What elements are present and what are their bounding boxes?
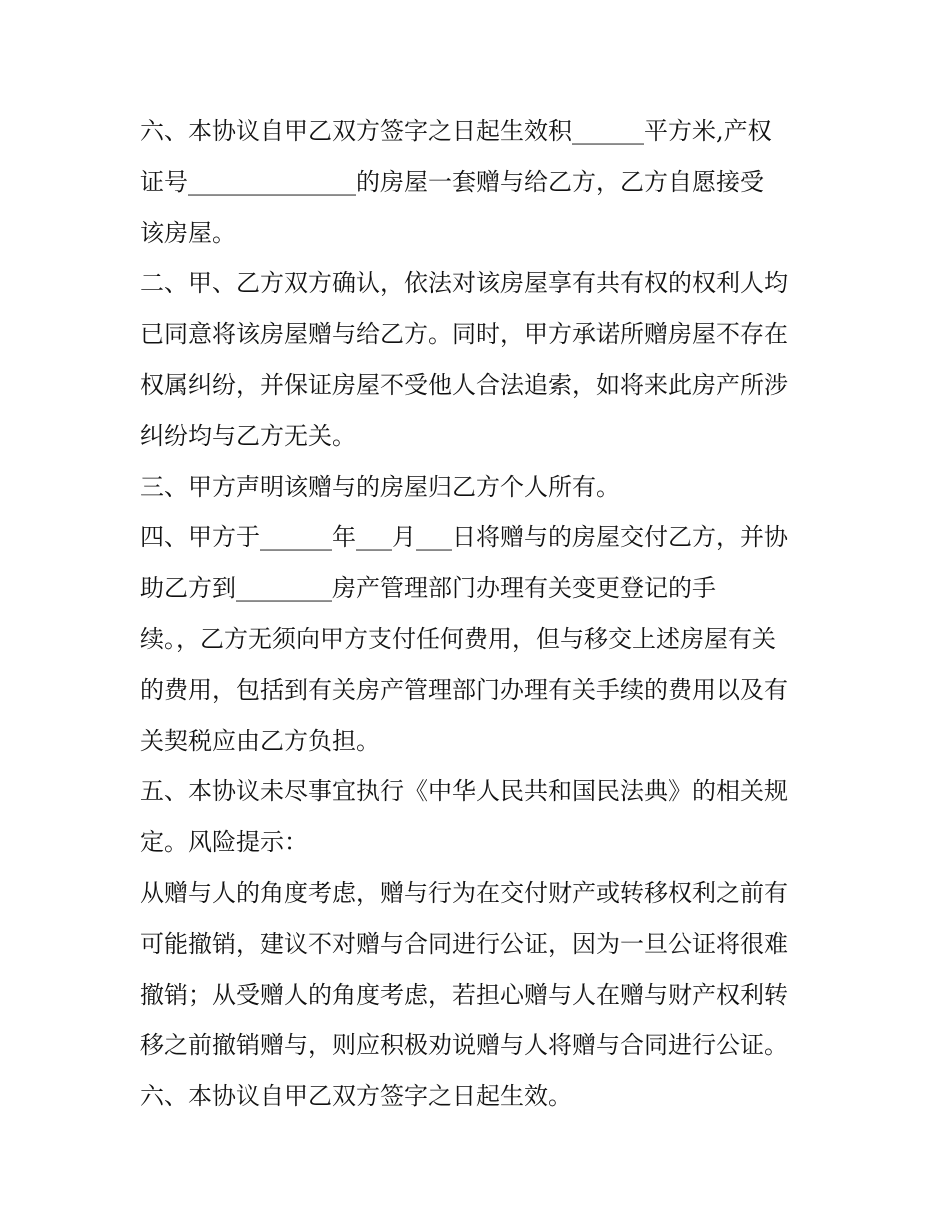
- text-line: 已同意将该房屋赠与给乙方。同时，甲方承诺所赠房屋不存在: [140, 320, 788, 349]
- text-line: 六、本协议自甲乙双方签字之日起生效积______平方米,产权: [140, 117, 772, 145]
- text-line: 六、本协议自甲乙双方签字之日起生效。: [140, 1082, 572, 1111]
- text-line: 该房屋。: [140, 218, 236, 247]
- text-line: 二、甲、乙方双方确认，依法对该房屋享有共有权的权利人均: [140, 269, 788, 298]
- text-line: 定。风险提示：: [140, 828, 308, 857]
- text-line: 纠纷均与乙方无关。: [140, 421, 356, 450]
- text-line: 助乙方到________房产管理部门办理有关变更登记的手: [140, 574, 716, 603]
- text-line: 可能撤销，建议不对赠与合同进行公证，因为一旦公证将很难: [140, 929, 788, 958]
- text-line: 撤销；从受赠人的角度考虑，若担心赠与人在赠与财产权利转: [140, 980, 788, 1009]
- text-line: 从赠与人的角度考虑，赠与行为在交付财产或转移权利之前有: [140, 878, 788, 907]
- text-line: 续。，乙方无须向甲方支付任何费用，但与移交上述房屋有关: [140, 624, 776, 653]
- text-line: 的费用，包括到有关房产管理部门办理有关手续的费用以及有: [140, 675, 788, 704]
- text-line: 关契税应由乙方负担。: [140, 726, 380, 755]
- text-line: 五、本协议未尽事宜执行《中华人民共和国民法典》的相关规: [140, 777, 788, 806]
- text-line: 移之前撤销赠与，则应积极劝说赠与人将赠与合同进行公证。: [140, 1031, 788, 1060]
- document-body: [140, 106, 820, 1122]
- text-line: 证号______________的房屋一套赠与给乙方，乙方自愿接受: [140, 167, 764, 196]
- text-line: 三、甲方声明该赠与的房屋归乙方个人所有。: [140, 472, 620, 501]
- text-line: 权属纠纷，并保证房屋不受他人合法追索，如将来此房产所涉: [140, 370, 788, 399]
- text-line: 四、甲方于______年___月___日将赠与的房屋交付乙方，并协: [140, 523, 788, 552]
